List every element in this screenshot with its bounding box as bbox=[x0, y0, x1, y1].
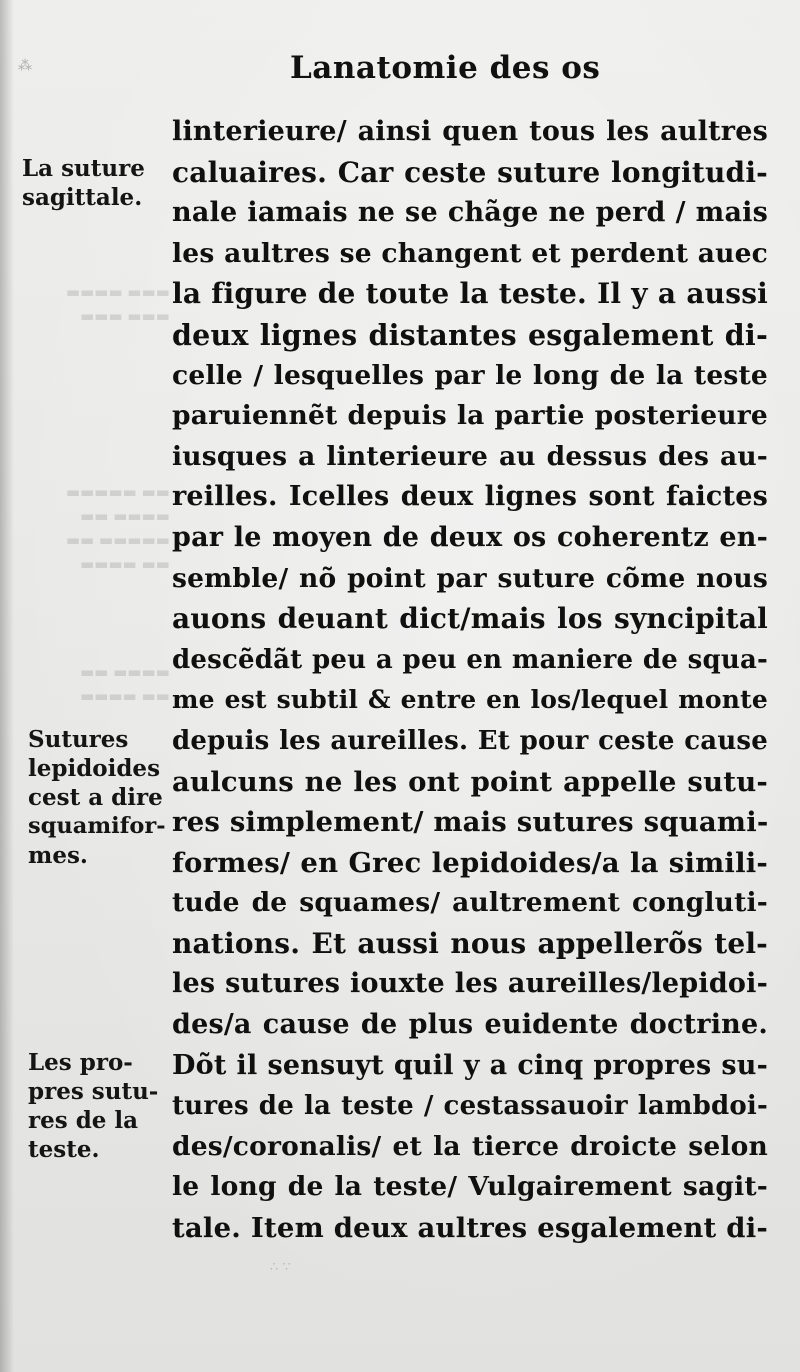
text-line: deux lignes distantes esgalement di- bbox=[172, 317, 768, 352]
text-line: nale iamais ne se chãge ne perd / mais bbox=[172, 197, 768, 229]
text-line: des/a cause de plus euidente doctrine. bbox=[172, 1009, 768, 1041]
margin-note-lepidoid-sutures bbox=[28, 725, 168, 870]
margin-note-line: mes. bbox=[28, 842, 88, 869]
text-line: depuis les aureilles. Et pour ceste cause bbox=[172, 725, 768, 756]
text-line: res simplement/ mais sutures squami- bbox=[172, 806, 769, 839]
margin-note-sagittal-suture bbox=[22, 154, 167, 212]
text-line: iusques a linterieure au dessus des au- bbox=[172, 440, 768, 472]
text-line: paruiennẽt depuis la partie posterieure bbox=[172, 400, 768, 432]
margin-note-line: teste. bbox=[28, 1136, 100, 1163]
body-text bbox=[172, 112, 768, 1249]
text-line: caluaires. Car ceste suture longitudi- bbox=[172, 155, 768, 189]
bleed-through-ink: ▬▬▬ ▬▬▬▬ ▬▬▬ ▬▬▬ bbox=[66, 283, 170, 325]
running-header: Lanatomie des os bbox=[290, 50, 601, 86]
margin-note-line: res de la bbox=[28, 1107, 139, 1134]
margin-note-line: pres sutu- bbox=[28, 1078, 159, 1105]
margin-note-line: squamifor- bbox=[28, 813, 166, 839]
text-line: par le moyen de deux os coherentz en- bbox=[172, 521, 768, 553]
text-line: me est subtil & entre en los/lequel monte bbox=[172, 685, 768, 715]
margin-note-line: Sutures bbox=[28, 726, 129, 753]
margin-note-line: lepidoides bbox=[28, 755, 161, 782]
text-line: tures de la teste / cestassauoir lambdoi- bbox=[172, 1091, 768, 1122]
text-line: les aultres se changent et perdent auec bbox=[172, 237, 768, 269]
text-line: semble/ nõ point par suture cõme nous bbox=[172, 562, 768, 594]
text-line: tale. Item deux aultres esgalement di- bbox=[172, 1212, 768, 1245]
bleed-through-ink: ▬▬▬▬ ▬▬ ▬▬ ▬▬▬▬ bbox=[80, 663, 170, 705]
text-line: descẽdãt peu a peu en maniere de squa- bbox=[172, 644, 768, 675]
margin-note-line: Les pro- bbox=[28, 1049, 133, 1076]
text-line: le long de la teste/ Vulgairement sagit- bbox=[172, 1171, 768, 1203]
text-line: Dõt il sensuyt quil y a cinq propres su- bbox=[172, 1049, 768, 1081]
text-line: linterieure/ ainsi quen tous les aultres bbox=[172, 116, 768, 147]
bleed-through-ink: ▬▬ ▬▬▬▬▬ ▬▬▬▬ ▬▬ ▬▬▬▬▬ ▬▬ ▬▬ ▬▬▬▬ bbox=[66, 483, 170, 573]
text-line: les sutures iouxte les aureilles/lepidoi- bbox=[172, 968, 768, 1000]
text-line: formes/ en Grec lepidoides/a la simili- bbox=[172, 846, 768, 879]
margin-note-line: sagittale. bbox=[22, 184, 143, 211]
text-line: nations. Et aussi nous appellerõs tel- bbox=[172, 926, 768, 960]
text-line: reilles. Icelles deux lignes sont faictes bbox=[172, 481, 768, 513]
text-line: des/coronalis/ et la tierce droicte selon bbox=[172, 1130, 768, 1162]
text-line: aulcuns ne les ont point appelle sutu- bbox=[172, 765, 768, 798]
margin-note-line: La suture bbox=[22, 155, 145, 182]
page-smudge: ∴ ∵ bbox=[270, 1260, 291, 1275]
text-line: la figure de toute la teste. Il y a aussi bbox=[172, 277, 768, 311]
text-line: tude de squames/ aultrement congluti- bbox=[172, 887, 768, 919]
page-smudge: ⁂ bbox=[18, 58, 32, 74]
binding-shadow bbox=[0, 0, 14, 1372]
text-line: celle / lesquelles par le long de la teste bbox=[172, 359, 768, 391]
margin-note-proper-sutures bbox=[28, 1048, 168, 1164]
text-line: auons deuant dict/mais los syncipital bbox=[172, 602, 768, 636]
margin-note-line: cest a dire bbox=[28, 784, 163, 811]
